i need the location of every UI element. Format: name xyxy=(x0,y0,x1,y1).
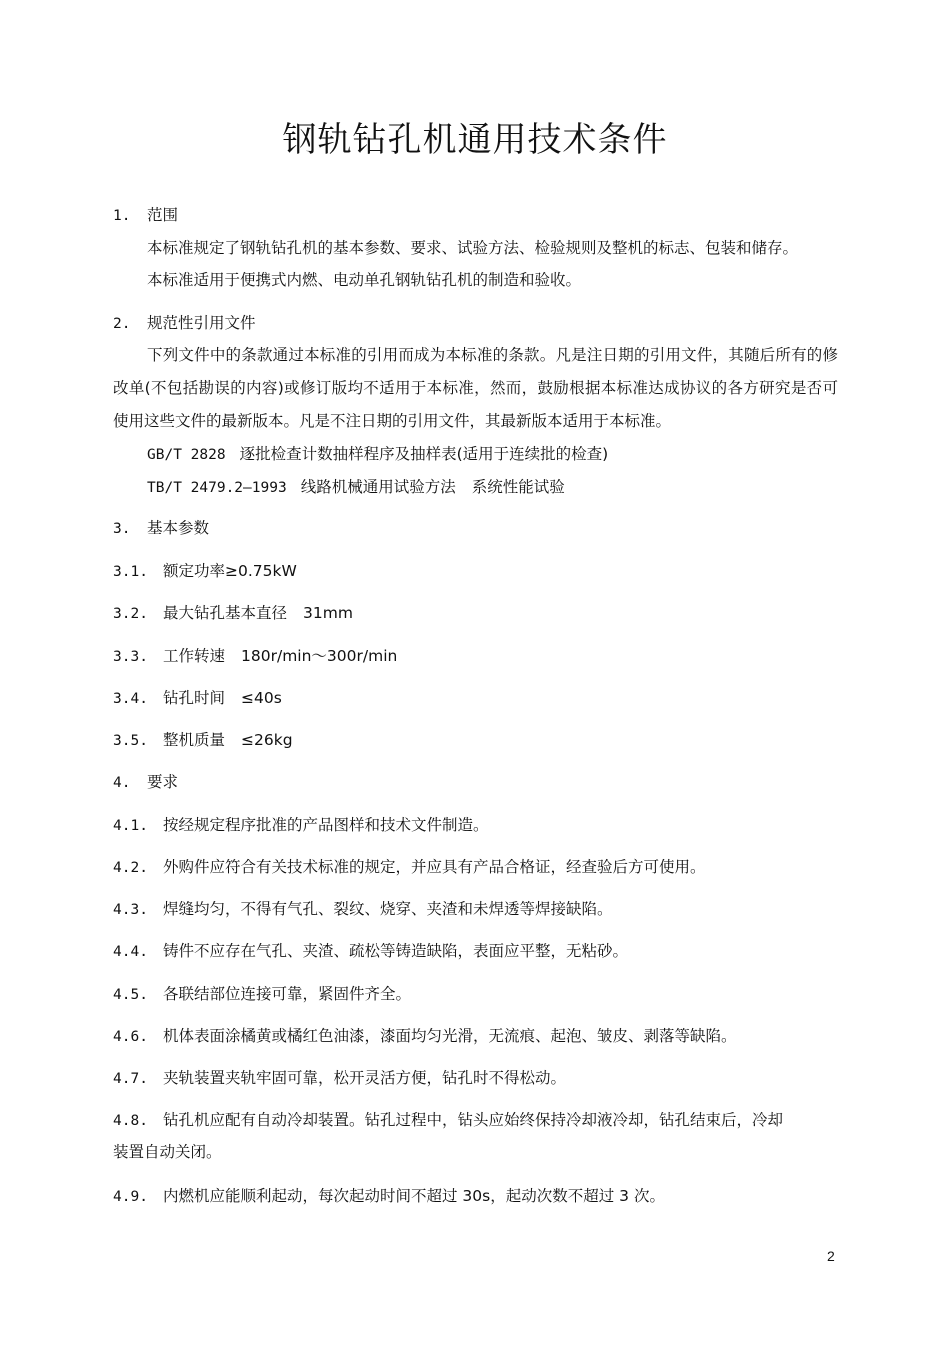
page-number: 2 xyxy=(827,1248,835,1264)
requirement-text: 外购件应符合有关技术标准的规定，并应具有产品合格证，经查验后方可使用。 xyxy=(163,858,706,876)
parameter-value: ≥0.75kW xyxy=(225,562,297,580)
section-number: 1. xyxy=(113,208,131,224)
section-3-heading xyxy=(113,518,209,539)
requirement-text: 机体表面涂橘黄或橘红色油漆，漆面均匀光滑，无流痕、起泡、皱皮、剥落等缺陷。 xyxy=(163,1027,737,1045)
section-1-heading xyxy=(113,205,178,226)
item-number: 4.7. xyxy=(113,1071,148,1087)
item-number: 4.5. xyxy=(113,987,148,1003)
section-2-heading xyxy=(113,313,256,334)
reference-item xyxy=(147,444,608,465)
requirement-text: 焊缝均匀，不得有气孔、裂纹、烧穿、夹渣和未焊透等焊接缺陷。 xyxy=(163,900,613,918)
requirement-item xyxy=(113,984,411,1005)
requirement-continuation: 装置自动关闭。 xyxy=(113,1143,222,1161)
document-title: 钢轨钻孔机通用技术条件 xyxy=(282,120,668,160)
scope-line-2: 本标准适用于便携式内燃、电动单孔钢轨钻孔机的制造和验收。 xyxy=(147,271,582,289)
requirement-text: 钻孔机应配有自动冷却装置。钻孔过程中，钻头应始终保持冷却液冷却，钻孔结束后，冷却 xyxy=(163,1111,784,1129)
requirement-item xyxy=(113,815,489,836)
reference-item xyxy=(147,477,565,498)
parameter-value: 180r/min～300r/min xyxy=(241,647,398,665)
parameter-value: ≤40s xyxy=(241,689,282,707)
section-heading-text: 要求 xyxy=(147,773,179,791)
section-heading-text: 基本参数 xyxy=(147,519,210,537)
item-number: 3.2. xyxy=(113,606,148,622)
reference-code: TB/T 2479.2—1993 xyxy=(147,480,287,496)
section-number: 3. xyxy=(113,521,131,537)
parameter-value: 31mm xyxy=(303,604,353,622)
item-number: 4.3. xyxy=(113,902,148,918)
requirement-item xyxy=(113,1186,665,1207)
requirement-text: 按经规定程序批准的产品图样和技术文件制造。 xyxy=(163,816,489,834)
parameter-item xyxy=(113,688,282,709)
parameter-item xyxy=(113,603,353,624)
item-number: 3.3. xyxy=(113,649,148,665)
reference-code: GB/T 2828 xyxy=(147,447,226,463)
requirement-item xyxy=(113,857,706,878)
parameter-label: 最大钻孔基本直径 xyxy=(163,604,288,622)
parameter-item xyxy=(113,646,397,667)
requirement-text: 夹轨装置夹轨牢固可靠，松开灵活方便，钻孔时不得松动。 xyxy=(163,1069,567,1087)
requirement-text: 内燃机应能顺利起动，每次起动时间不超过 30s，起动次数不超过 3 次。 xyxy=(163,1187,665,1205)
item-number: 3.4. xyxy=(113,691,148,707)
item-number: 4.9. xyxy=(113,1189,148,1205)
requirement-item xyxy=(113,1026,737,1047)
item-number: 4.2. xyxy=(113,860,148,876)
requirement-text: 铸件不应存在气孔、夹渣、疏松等铸造缺陷，表面应平整，无粘砂。 xyxy=(163,942,629,960)
item-number: 4.6. xyxy=(113,1029,148,1045)
requirement-item xyxy=(113,899,613,920)
section-heading-text: 范围 xyxy=(147,206,179,224)
parameter-item xyxy=(113,561,297,582)
reference-title: 逐批检查计数抽样程序及抽样表(适用于连续批的检查) xyxy=(239,445,609,463)
section-number: 2. xyxy=(113,316,131,332)
parameter-label: 工作转速 xyxy=(163,647,226,665)
section-heading-text: 规范性引用文件 xyxy=(147,314,256,332)
item-number: 3.1. xyxy=(113,564,148,580)
section-number: 4. xyxy=(113,775,131,791)
parameter-label: 整机质量 xyxy=(163,731,226,749)
item-number: 3.5. xyxy=(113,733,148,749)
item-number: 4.4. xyxy=(113,944,148,960)
parameter-item xyxy=(113,730,293,751)
item-number: 4.8. xyxy=(113,1113,148,1129)
reference-subtitle: 系统性能试验 xyxy=(471,478,565,496)
parameter-value: ≤26kg xyxy=(241,731,293,749)
parameter-label: 额定功率 xyxy=(163,562,226,580)
requirement-item xyxy=(113,1068,566,1089)
requirement-item xyxy=(113,941,628,962)
requirement-item xyxy=(113,1110,783,1131)
section-4-heading xyxy=(113,772,178,793)
parameter-label: 钻孔时间 xyxy=(163,689,226,707)
item-number: 4.1. xyxy=(113,818,148,834)
reference-title: 线路机械通用试验方法 xyxy=(300,478,456,496)
requirement-text: 各联结部位连接可靠，紧固件齐全。 xyxy=(163,985,412,1003)
references-paragraph: 下列文件中的条款通过本标准的引用而成为本标准的条款。凡是注日期的引用文件，其随后所有的修改单(不包括勘误的内容)或修订版均不适用于本标准，然而，鼓励根据本标准达成协议的各方研究是否可使用这些文件的最新版本。凡是不注日期的引用文件，其最新版本适用于本标准。 xyxy=(113,346,838,430)
scope-line-1: 本标准规定了钢轨钻孔机的基本参数、要求、试验方法、检验规则及整机的标志、包装和储存。 xyxy=(147,239,799,257)
